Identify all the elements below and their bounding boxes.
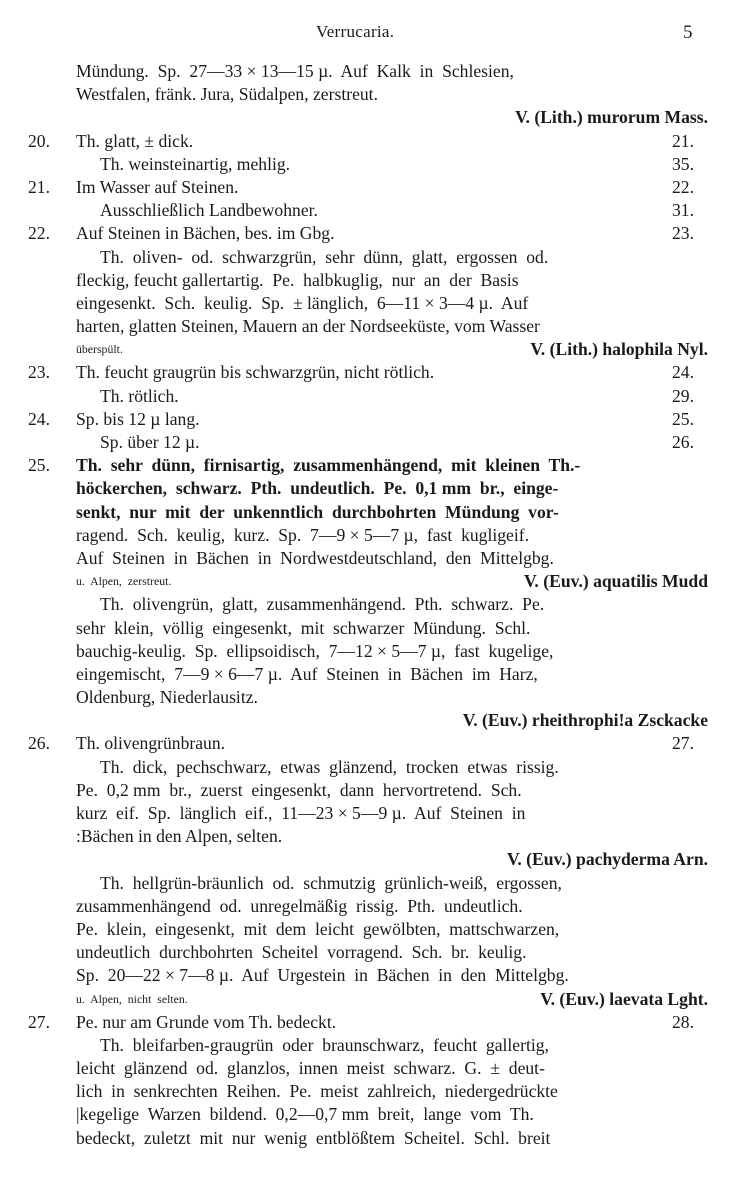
text-line xyxy=(28,153,708,176)
line-text: Pe. 0,2 mm br., zuerst eingesenkt, dann hervortretend. Sch. xyxy=(76,779,522,800)
key-text-body xyxy=(28,60,708,1150)
line-text: Sp. bis 12 µ lang. xyxy=(76,408,200,429)
text-line xyxy=(28,570,708,593)
text-line xyxy=(28,1057,708,1080)
text-line xyxy=(28,222,708,245)
couplet-reference: 27. xyxy=(672,733,694,754)
text-line xyxy=(28,709,708,732)
text-line xyxy=(28,524,708,547)
line-text: Th. weinsteinartig, mehlig. xyxy=(100,153,291,174)
page-number: 5 xyxy=(683,22,693,43)
text-line xyxy=(28,246,708,269)
line-text: überspült. xyxy=(76,342,123,357)
text-line xyxy=(28,176,708,199)
line-text: Th. feucht graugrün bis schwarzgrün, nicht rötlich. xyxy=(76,362,435,383)
line-text: Pe. nur am Grunde vom Th. bedeckt. xyxy=(76,1011,337,1032)
couplet-reference: 23. xyxy=(672,223,694,244)
couplet-number: 22. xyxy=(28,223,50,244)
line-text: harten, glatten Steinen, Mauern an der Nordseeküste, vom Wasser xyxy=(76,316,540,337)
text-line xyxy=(28,732,708,755)
running-title: Verrucaria. xyxy=(316,22,395,41)
couplet-reference: 29. xyxy=(672,385,694,406)
line-text: Westfalen, fränk. Jura, Südalpen, zerstreut. xyxy=(76,84,378,105)
text-line xyxy=(28,640,708,663)
couplet-number: 26. xyxy=(28,733,50,754)
line-text: Th. rötlich. xyxy=(100,385,179,406)
line-text: kurz eif. Sp. länglich eif., 11—23 × 5—9 µ. Auf Steinen in xyxy=(76,803,526,823)
line-text: Sp. über 12 µ. xyxy=(100,432,200,452)
couplet-reference: 31. xyxy=(672,200,694,221)
couplet-number: 24. xyxy=(28,408,50,429)
text-line xyxy=(28,964,708,987)
line-text: bauchig-keulig. Sp. ellipsoidisch, 7—12 × 5—7 µ, fast kugelige, xyxy=(76,640,554,661)
line-text: Th. bleifarben-graugrün oder braunschwarz, feucht gallertig, xyxy=(100,1034,549,1055)
couplet-number: 27. xyxy=(28,1011,50,1032)
text-line xyxy=(28,593,708,616)
line-text: :Bächen in den Alpen, selten. xyxy=(76,826,283,847)
text-line xyxy=(28,477,708,500)
text-line xyxy=(28,1034,708,1057)
line-text: Auf Steinen in Bächen in Nordwestdeutschland, den Mittelgbg. xyxy=(76,547,554,568)
text-line xyxy=(28,1127,708,1150)
page-header xyxy=(0,22,737,46)
text-line xyxy=(28,501,708,524)
text-line xyxy=(28,292,708,315)
line-text: |kegelige Warzen bildend. 0,2—0,7 mm breit, lange vom Th. xyxy=(76,1104,534,1125)
text-line xyxy=(28,756,708,779)
text-line xyxy=(28,106,708,129)
couplet-reference: 35. xyxy=(672,153,694,174)
couplet-reference: 26. xyxy=(672,432,694,452)
line-text: Pe. klein, eingesenkt, mit dem leicht gewölbten, mattschwarzen, xyxy=(76,918,560,939)
line-text: Auf Steinen in Bächen, bes. im Gbg. xyxy=(76,223,335,244)
line-text: sehr klein, völlig eingesenkt, mit schwarzer Mündung. Schl. xyxy=(76,617,531,638)
text-line xyxy=(28,385,708,408)
couplet-number: 25. xyxy=(28,455,50,476)
text-line xyxy=(28,988,708,1011)
text-line xyxy=(28,60,708,83)
text-line xyxy=(28,454,708,477)
text-line xyxy=(28,547,708,570)
text-line xyxy=(28,1080,708,1103)
couplet-number: 21. xyxy=(28,176,50,197)
line-text: Sp. 20—22 × 7—8 µ. Auf Urgestein in Bächen in den Mittelgbg. xyxy=(76,965,569,986)
text-line xyxy=(28,269,708,292)
line-text: Th. glatt, ± dick. xyxy=(76,130,194,151)
species-name: V. (Euv.) laevata Lght. xyxy=(540,988,708,1009)
couplet-reference: 22. xyxy=(672,176,694,197)
text-line xyxy=(28,1103,708,1126)
line-text: Th. sehr dünn, firnisartig, zusammenhängend, mit kleinen Th.- xyxy=(76,455,581,476)
text-line xyxy=(28,617,708,640)
line-text: bedeckt, zuletzt mit nur wenig entblößtem Scheitel. Schl. breit xyxy=(76,1127,551,1148)
species-name: V. (Euv.) aquatilis Mudd xyxy=(524,571,708,592)
line-text: Ausschließlich Landbewohner. xyxy=(100,200,318,221)
line-text: Th. olivengrünbraun. xyxy=(76,733,226,754)
text-line xyxy=(28,895,708,918)
line-text: Th. oliven- od. schwarzgrün, sehr dünn, glatt, ergossen od. xyxy=(100,246,549,267)
couplet-number: 20. xyxy=(28,130,50,151)
text-line xyxy=(28,941,708,964)
species-name: V. (Lith.) halophila Nyl. xyxy=(530,339,708,360)
text-line xyxy=(28,848,708,871)
line-text: Im Wasser auf Steinen. xyxy=(76,176,239,197)
text-line xyxy=(28,199,708,222)
text-line xyxy=(28,686,708,709)
text-line xyxy=(28,872,708,895)
species-name: V. (Lith.) murorum Mass. xyxy=(515,107,708,128)
line-text: Mündung. Sp. 27—33 × 13—15 µ. Auf Kalk in Schlesien, xyxy=(76,61,514,81)
species-name: V. (Euv.) rheithrophi!a Zsckacke xyxy=(462,710,708,731)
text-line xyxy=(28,779,708,802)
line-text: u. Alpen, nicht selten. xyxy=(76,991,188,1006)
line-text: eingesenkt. Sch. keulig. Sp. ± länglich, 6—11 × 3—4 µ. Auf xyxy=(76,292,529,313)
text-line xyxy=(28,361,708,384)
text-line xyxy=(28,802,708,825)
line-text: ragend. Sch. keulig, kurz. Sp. 7—9 × 5—7 µ, fast kugligeif. xyxy=(76,524,529,545)
line-text: Oldenburg, Niederlausitz. xyxy=(76,687,258,708)
text-line xyxy=(28,663,708,686)
line-text: Th. hellgrün-bräunlich od. schmutzig grünlich-weiß, ergossen, xyxy=(100,872,562,893)
line-text: eingemischt, 7—9 × 6—7 µ. Auf Steinen in Bächen im Harz, xyxy=(76,663,538,684)
line-text: undeutlich durchbohrten Scheitel vorragend. Sch. br. keulig. xyxy=(76,942,527,963)
text-line xyxy=(28,83,708,106)
text-line xyxy=(28,918,708,941)
line-text: Th. dick, pechschwarz, etwas glänzend, trocken etwas rissig. xyxy=(100,756,559,777)
line-text: leicht glänzend od. glanzlos, innen meist schwarz. G. ± deut- xyxy=(76,1058,545,1079)
couplet-number: 23. xyxy=(28,362,50,383)
line-text: fleckig, feucht gallertartig. Pe. halbkuglig, nur an der Basis xyxy=(76,269,519,290)
text-line xyxy=(28,408,708,431)
couplet-reference: 21. xyxy=(672,130,694,151)
line-text: Th. olivengrün, glatt, zusammenhängend. Pth. schwarz. Pe. xyxy=(100,594,545,615)
line-text: senkt, nur mit der unkenntlich durchbohrten Mündung vor- xyxy=(76,501,559,522)
couplet-reference: 28. xyxy=(672,1011,694,1032)
couplet-reference: 25. xyxy=(672,408,694,429)
couplet-reference: 24. xyxy=(672,362,694,383)
line-text: u. Alpen, zerstreut. xyxy=(76,574,172,589)
text-line xyxy=(28,130,708,153)
line-text: höckerchen, schwarz. Pth. undeutlich. Pe. 0,1 mm br., einge- xyxy=(76,478,559,499)
line-text: lich in senkrechten Reihen. Pe. meist zahlreich, niedergedrückte xyxy=(76,1081,558,1102)
line-text: zusammenhängend od. unregelmäßig rissig. Pth. undeutlich. xyxy=(76,895,523,916)
text-line xyxy=(28,431,708,454)
text-line xyxy=(28,315,708,338)
text-line xyxy=(28,1011,708,1034)
text-line xyxy=(28,338,708,361)
species-name: V. (Euv.) pachyderma Arn. xyxy=(506,849,708,870)
text-line xyxy=(28,825,708,848)
